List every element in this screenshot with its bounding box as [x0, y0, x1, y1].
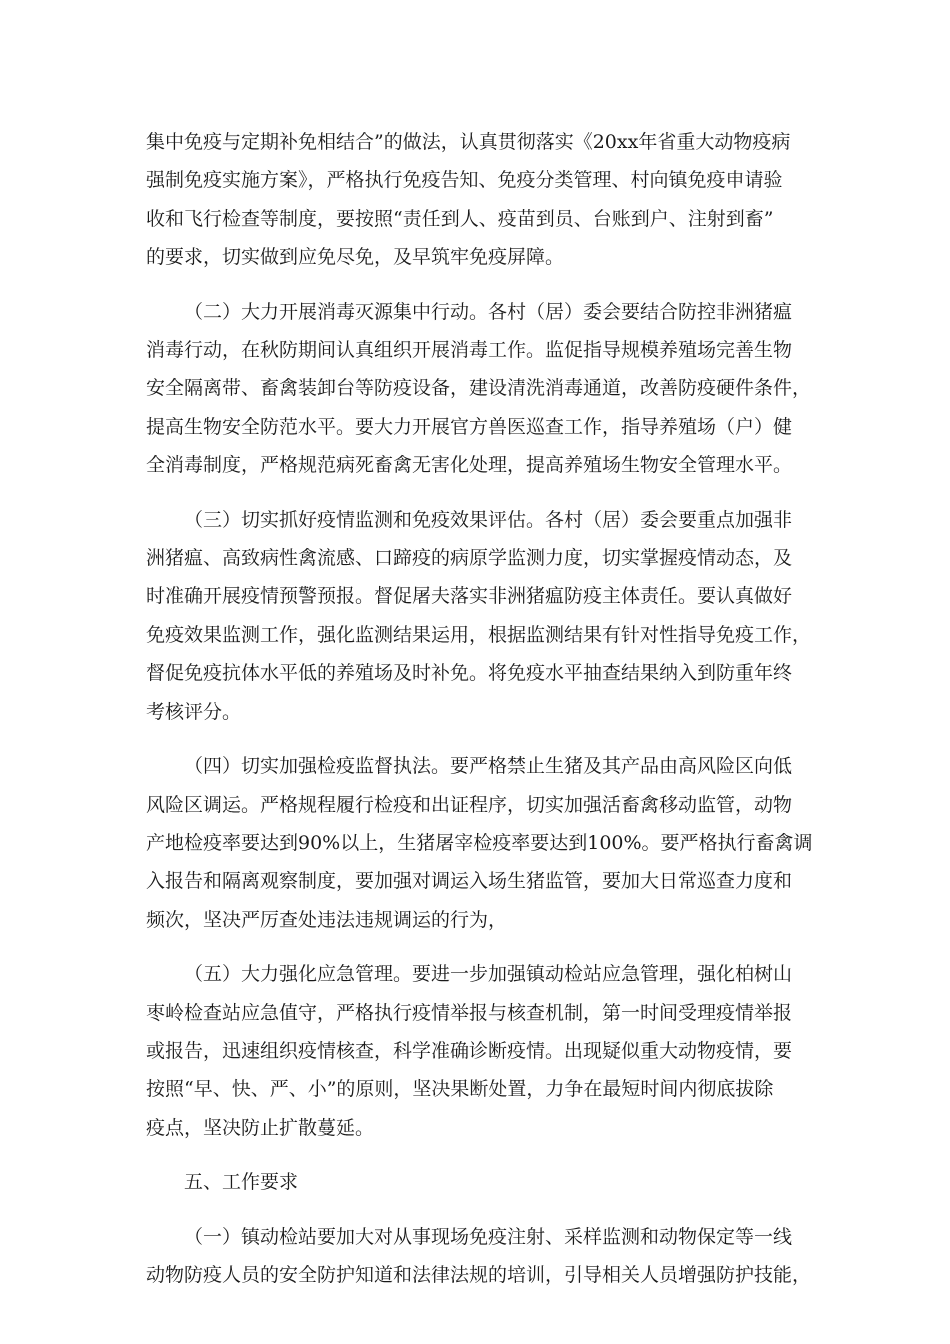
text-line: 或报告，迅速组织疫情核查，科学准确诊断疫情。出现疑似重大动物疫情，要	[146, 1039, 793, 1062]
text-line: 强制免疫实施方案》，严格执行免疫告知、免疫分类管理、村向镇免疫申请验	[146, 169, 783, 192]
text-line: （四）切实加强检疫监督执法。要严格禁止生猪及其产品由高风险区向低	[184, 755, 793, 778]
paragraph-requirements	[146, 1218, 814, 1295]
paragraph-emergency	[146, 955, 814, 1147]
document-body	[146, 123, 814, 1310]
text-line: 产地检疫率要达到90%以上，生猪屠宰检疫率要达到100%。要严格执行畜禽调	[146, 831, 813, 854]
text-line: 提高生物安全防范水平。要大力开展官方兽医巡查工作，指导养殖场（户）健	[146, 415, 793, 438]
text-line: 按照“早、快、严、小”的原则，坚决果断处置，力争在最短时间内彻底拔除	[146, 1078, 774, 1101]
paragraph-quarantine	[146, 747, 814, 939]
text-line: 消毒行动，在秋防期间认真组织开展消毒工作。监促指导规模养殖场完善生物	[146, 339, 793, 362]
text-line: （一）镇动检站要加大对从事现场免疫注射、采样监测和动物保定等一线	[184, 1225, 793, 1248]
text-line: （三）切实抓好疫情监测和免疫效果评估。各村（居）委会要重点加强非	[184, 508, 793, 531]
text-line: 安全隔离带、畜禽装卸台等防疫设备，建设清洗消毒通道，改善防疫硬件条件，	[146, 377, 812, 400]
text-line: 督促免疫抗体水平低的养殖场及时补免。将免疫水平抽查结果纳入到防重年终	[146, 662, 793, 685]
text-line: （五）大力强化应急管理。要进一步加强镇动检站应急管理，强化柏树山	[184, 963, 793, 986]
text-line: 动物防疫人员的安全防护知道和法律法规的培训，引导相关人员增强防护技能，	[146, 1263, 812, 1286]
text-line: 入报告和隔离观察制度，要加强对调运入场生猪监管，要加大日常巡查力度和	[146, 870, 793, 893]
paragraph-disinfection	[146, 293, 814, 485]
text-line: 集中免疫与定期补免相结合”的做法，认真贯彻落实《20xx年省重大动物疫病	[146, 131, 791, 153]
paragraph-monitoring	[146, 501, 814, 731]
text-line: 疫点，坚决防止扩散蔓延。	[146, 1116, 375, 1139]
section-heading: 五、工作要求	[184, 1171, 299, 1194]
text-line: 风险区调运。严格规程履行检疫和出证程序，切实加强活畜禽移动监管，动物	[146, 793, 793, 816]
text-line: 考核评分。	[146, 700, 242, 723]
text-line: （二）大力开展消毒灭源集中行动。各村（居）委会要结合防控非洲猪瘟	[184, 300, 793, 323]
text-line: 全消毒制度，严格规范病死畜禽无害化处理，提高养殖场生物安全管理水平。	[146, 454, 793, 477]
text-line: 洲猪瘟、高致病性禽流感、口蹄疫的病原学监测力度，切实掌握疫情动态，及	[146, 547, 793, 570]
text-line: 免疫效果监测工作，强化监测结果运用，根据监测结果有针对性指导免疫工作，	[146, 623, 812, 646]
text-line: 的要求，切实做到应免尽免，及早筑牢免疫屏障。	[146, 246, 565, 269]
text-line: 收和飞行检查等制度，要按照“责任到人、疫苗到员、台账到户、注射到畜”	[146, 207, 774, 230]
text-line: 频次，坚决严厉查处违法违规调运的行为，	[146, 908, 508, 931]
paragraph-immunization	[146, 123, 814, 277]
text-line: 时准确开展疫情预警预报。督促屠夫落实非洲猪瘟防疫主体责任。要认真做好	[146, 585, 793, 608]
text-line: 枣岭检查站应急值守，严格执行疫情举报与核查机制，第一时间受理疫情举报	[146, 1001, 793, 1024]
